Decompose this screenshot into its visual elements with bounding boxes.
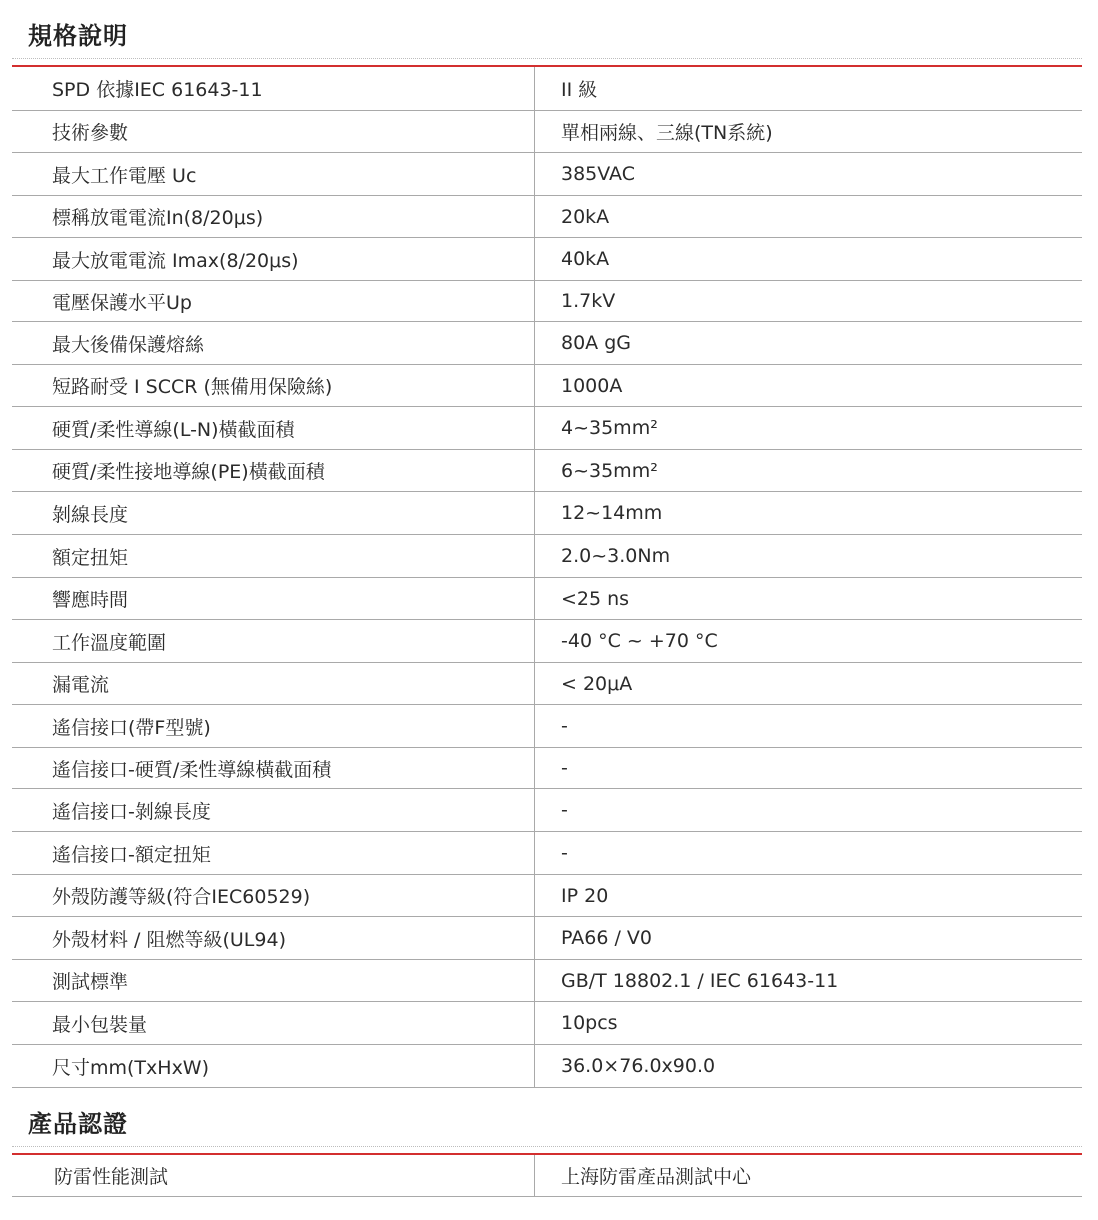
table-row [12,322,1082,365]
table-row [12,1045,1082,1088]
spec-label: 電壓保護水平Up [12,281,535,321]
spec-value: 1000A [561,374,623,397]
spec-label: 最大工作電壓 Uc [12,153,535,195]
spec-label: 外殼防護等級(符合IEC60529) [12,875,535,916]
spec-value: < 20μA [561,672,633,695]
spec-value: - [561,757,568,779]
table-row [12,365,1082,407]
spec-label: 技術參數 [12,111,535,152]
specs-dotted-divider [12,58,1082,59]
spec-label: 響應時間 [12,578,535,619]
spec-value: 單相兩線、三線(TN系統) [561,122,773,144]
spec-value: - [561,842,568,864]
table-row [12,705,1082,748]
table-row [12,67,1082,111]
spec-label: 硬質/柔性接地導線(PE)橫截面積 [12,450,535,491]
table-row [12,153,1082,196]
table-row [12,578,1082,620]
table-row [12,789,1082,832]
spec-label: 硬質/柔性導線(L-N)橫截面積 [12,407,535,449]
table-row [12,1155,1082,1197]
spec-value: IP 20 [561,884,609,907]
spec-value: PA66 / V0 [561,927,652,949]
spec-value: 80A gG [561,332,631,354]
specs-table [12,67,1082,1088]
specs-section-title: 規格說明 [28,22,128,50]
spec-value: 上海防雷產品測試中心 [561,1166,752,1188]
spec-value: 4~35mm² [561,417,658,439]
spec-label: 遙信接口-額定扭矩 [12,832,535,874]
spec-value: - [561,799,568,821]
spec-label: 工作溫度範圍 [12,620,535,662]
table-row [12,960,1082,1002]
spec-label: SPD 依據IEC 61643-11 [12,67,535,110]
spec-label: 額定扭矩 [12,535,535,577]
spec-label: 測試標準 [12,960,535,1001]
spec-label: 最小包裝量 [12,1002,535,1044]
table-row [12,663,1082,705]
spec-value: - [561,715,568,737]
spec-label: 最大放電電流 Imax(8/20μs) [12,238,535,280]
table-row [12,450,1082,492]
spec-label: 尺寸mm(TxHxW) [12,1045,535,1087]
spec-value: <25 ns [561,587,630,610]
spec-value: 2.0~3.0Nm [561,545,671,567]
spec-value: II 級 [561,79,598,101]
spec-value: 6~35mm² [561,459,658,482]
spec-value: 20kA [561,205,610,228]
table-row [12,1002,1082,1045]
table-row [12,748,1082,789]
spec-value: 12~14mm [561,502,663,524]
spec-value: 40kA [561,248,610,270]
table-row [12,238,1082,281]
spec-label: 短路耐受 I SCCR (無備用保險絲) [12,365,535,406]
spec-value: GB/T 18802.1 / IEC 61643-11 [561,969,839,992]
spec-value: 1.7kV [561,290,616,312]
table-row [12,492,1082,535]
table-row [12,407,1082,450]
spec-value: 385VAC [561,163,635,185]
spec-label: 遙信接口(帶F型號) [12,705,535,747]
spec-label: 防雷性能測試 [12,1155,535,1196]
table-row [12,535,1082,578]
spec-label: 最大後備保護熔絲 [12,322,535,364]
spec-value: -40 °C ~ +70 °C [561,630,718,652]
certification-table [12,1155,1082,1197]
table-row [12,196,1082,238]
spec-label: 遙信接口-剝線長度 [12,789,535,831]
certification-dotted-divider [12,1146,1082,1147]
spec-value: 10pcs [561,1012,618,1034]
certification-section-title: 產品認證 [28,1110,128,1138]
table-row [12,917,1082,960]
table-row [12,111,1082,153]
table-row [12,281,1082,322]
table-row [12,832,1082,875]
spec-label: 漏電流 [12,663,535,704]
spec-value: 36.0×76.0x90.0 [561,1055,716,1077]
spec-label: 遙信接口-硬質/柔性導線橫截面積 [12,748,535,788]
table-row [12,620,1082,663]
table-row [12,875,1082,917]
spec-label: 剝線長度 [12,492,535,534]
spec-label: 外殼材料 / 阻燃等級(UL94) [12,917,535,959]
spec-label: 標稱放電電流In(8/20μs) [12,196,535,237]
